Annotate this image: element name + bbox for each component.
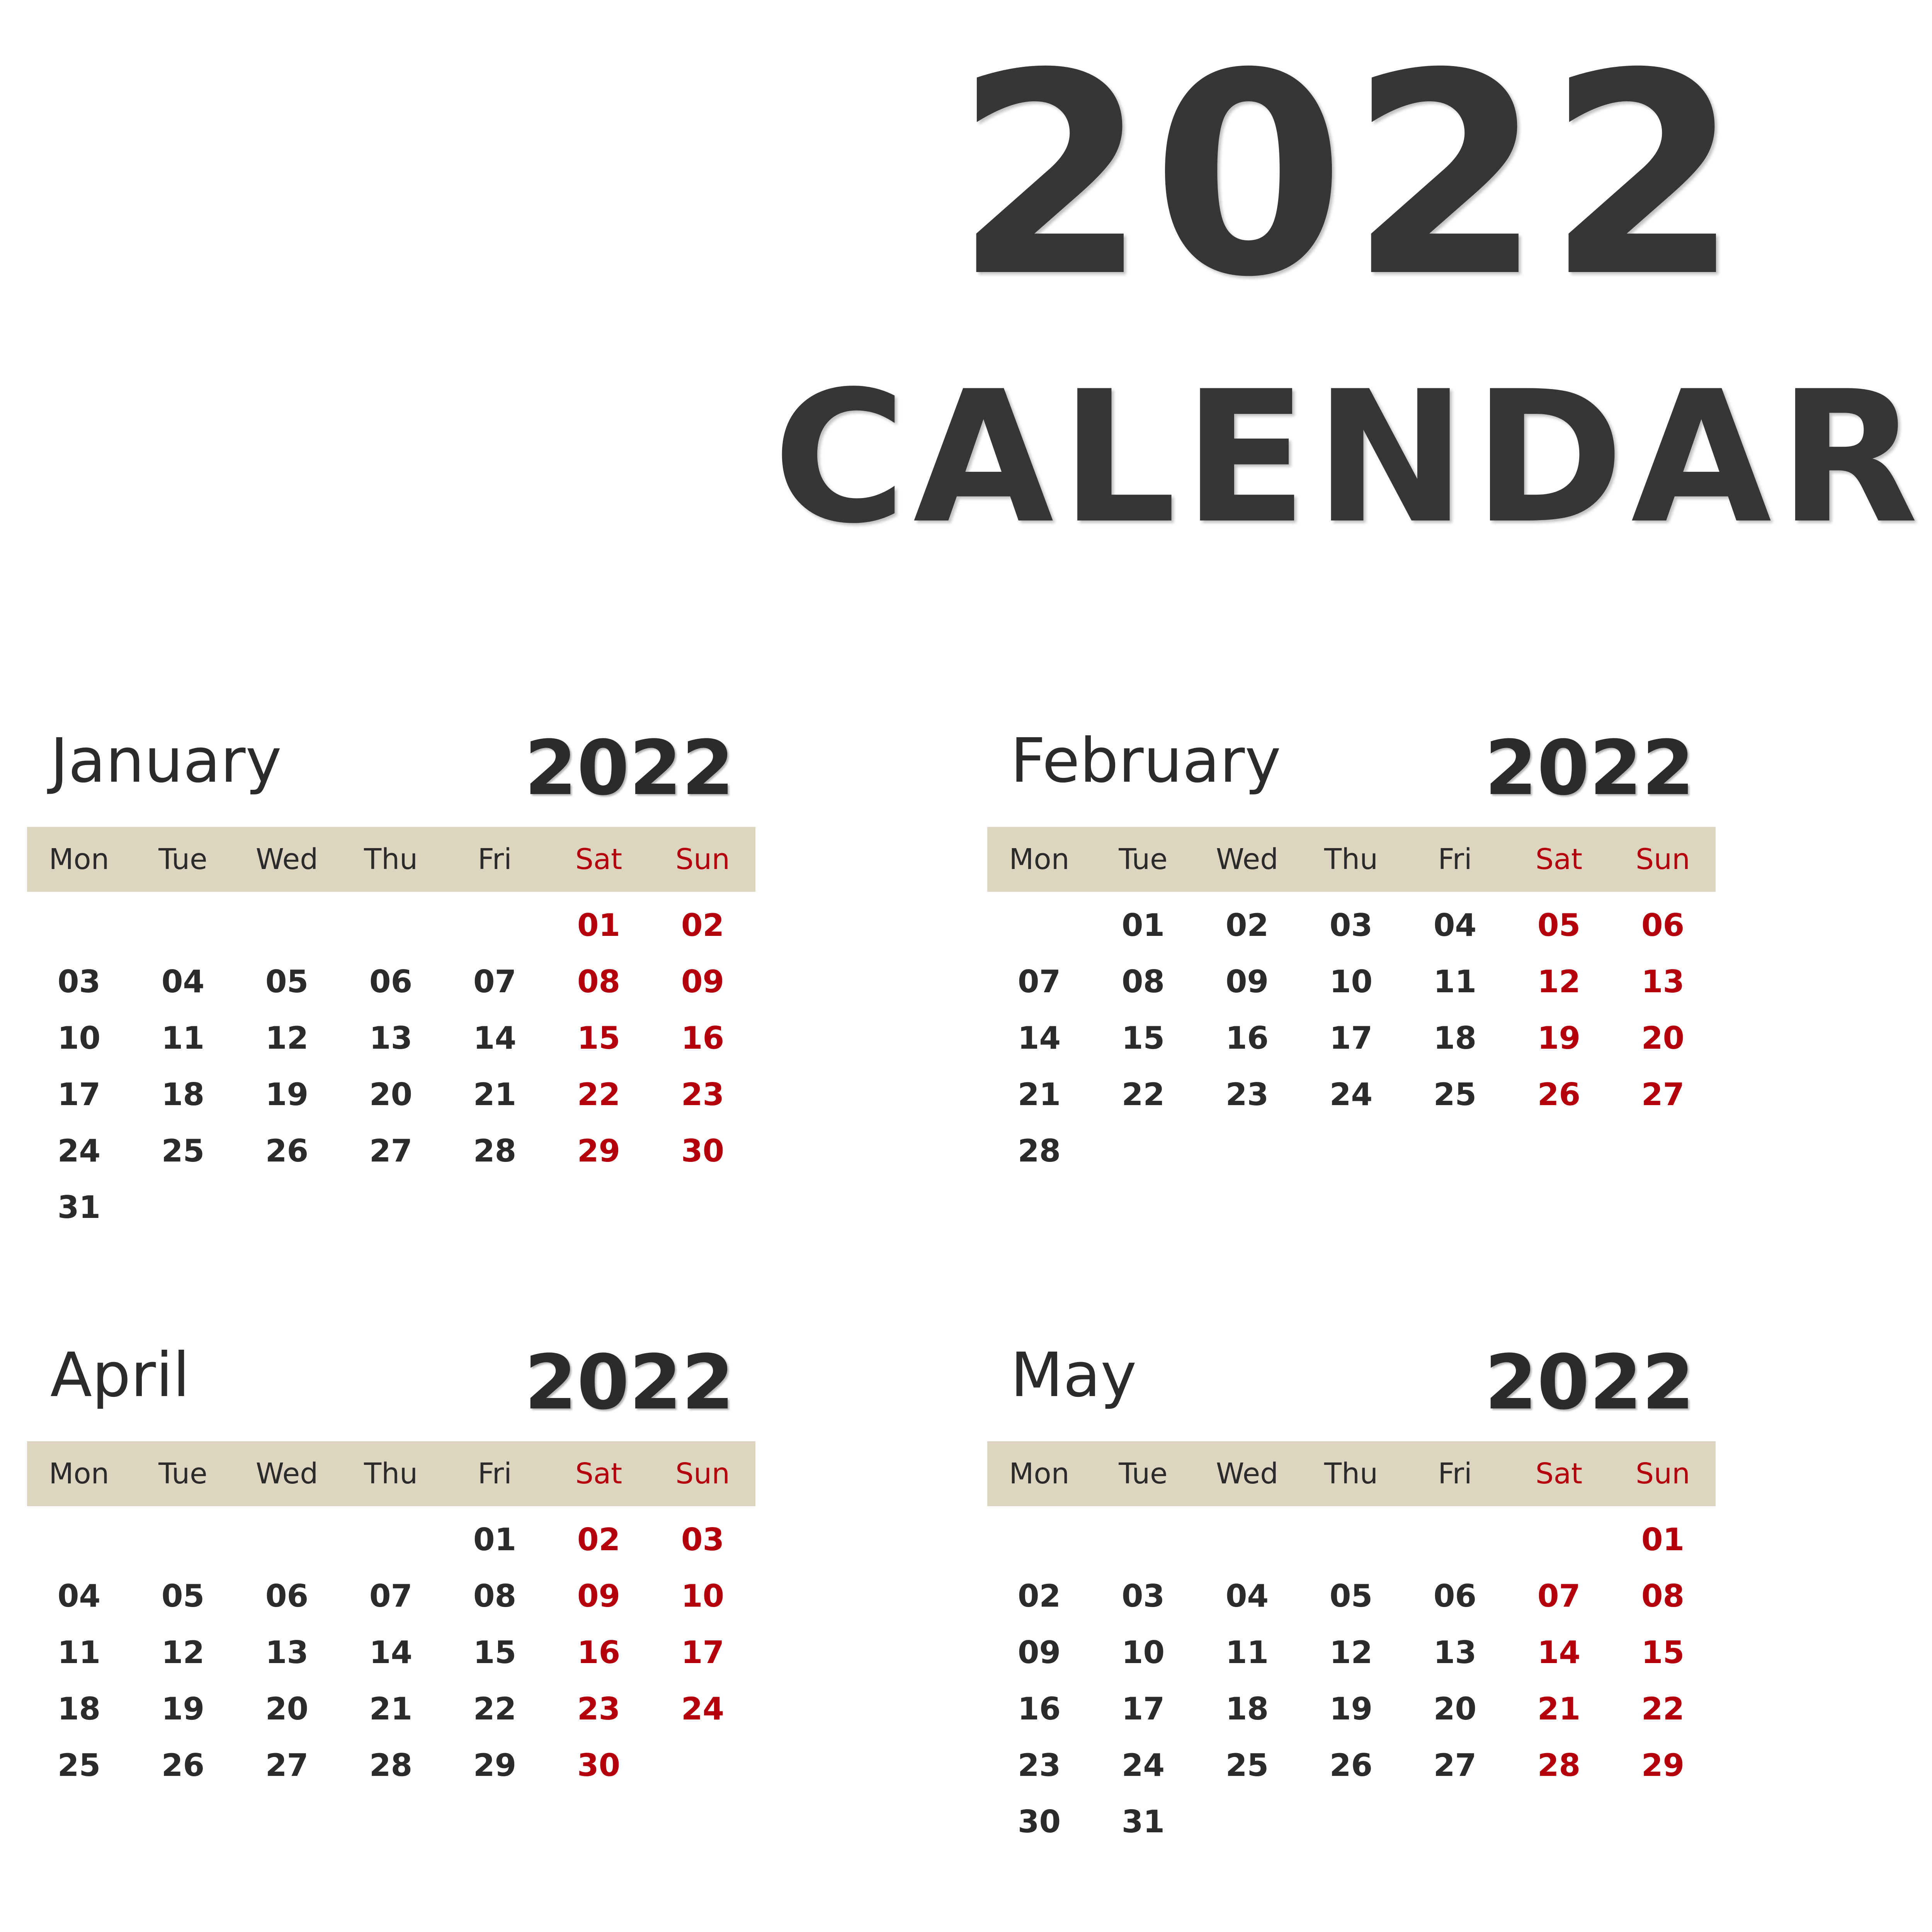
day-cell: 10 [1329,964,1373,1000]
day-grid [987,1512,1716,1850]
weekday-header [987,1441,1716,1506]
day-cell: 21 [1537,1691,1581,1727]
weekday-label-tue: Tue [158,843,207,876]
weekday-label-tue: Tue [1119,843,1168,876]
day-cell: 15 [473,1634,517,1670]
day-cell: 24 [1329,1077,1373,1112]
weekday-label-sat: Sat [1535,843,1583,876]
day-cell: 28 [1017,1133,1061,1169]
weekday-label-fri: Fri [478,1457,512,1490]
day-cell: 29 [577,1133,621,1169]
weekday-label-sun: Sun [675,843,730,876]
day-cell: 05 [265,964,309,1000]
day-cell: 24 [681,1691,724,1727]
day-cell: 17 [1329,1020,1373,1056]
day-cell: 20 [265,1691,309,1727]
weekday-label-sat: Sat [1535,1457,1583,1490]
day-cell: 22 [473,1691,517,1727]
day-cell: 15 [1641,1634,1685,1670]
day-cell: 04 [57,1578,101,1614]
day-cell: 26 [1537,1077,1581,1112]
day-cell: 05 [161,1578,205,1614]
day-cell: 12 [1329,1634,1373,1670]
day-cell: 01 [473,1522,517,1558]
day-cell: 29 [1641,1747,1685,1783]
day-cell: 14 [369,1634,413,1670]
day-cell: 21 [1017,1077,1061,1112]
weekday-label-mon: Mon [1009,1457,1070,1490]
day-cell: 08 [1121,964,1165,1000]
day-cell: 21 [369,1691,413,1727]
day-cell: 16 [681,1020,724,1056]
day-grid [27,897,755,1236]
day-cell: 03 [57,964,101,1000]
day-cell: 18 [1225,1691,1269,1727]
day-cell: 30 [1017,1804,1061,1840]
day-cell: 20 [369,1077,413,1112]
day-cell: 27 [1433,1747,1477,1783]
day-cell: 02 [681,907,724,943]
weekday-label-sun: Sun [1636,1457,1690,1490]
weekday-header [27,1441,755,1506]
day-cell: 06 [369,964,413,1000]
weekday-label-wed: Wed [1216,1457,1279,1490]
weekday-label-sat: Sat [575,843,622,876]
day-cell: 10 [1121,1634,1165,1670]
day-cell: 28 [369,1747,413,1783]
day-cell: 17 [57,1077,101,1112]
day-cell: 07 [369,1578,413,1614]
weekday-header [987,827,1716,892]
weekday-label-fri: Fri [1438,843,1472,876]
day-cell: 12 [265,1020,309,1056]
poster-title: CALENDAR [773,352,1925,563]
month-january [27,724,755,1271]
month-name: April [50,1340,190,1411]
day-cell: 13 [1433,1634,1477,1670]
weekday-label-sun: Sun [1636,843,1690,876]
weekday-label-wed: Wed [1216,843,1279,876]
day-cell: 24 [57,1133,101,1169]
weekday-label-thu: Thu [364,1457,418,1490]
weekday-label-sat: Sat [575,1457,622,1490]
day-cell: 09 [1017,1634,1061,1670]
day-cell: 26 [1329,1747,1373,1783]
day-cell: 05 [1537,907,1581,943]
day-cell: 11 [1225,1634,1269,1670]
day-cell: 14 [1017,1020,1061,1056]
day-cell: 08 [577,964,621,1000]
day-cell: 10 [681,1578,724,1614]
day-cell: 02 [1225,907,1269,943]
day-cell: 03 [1121,1578,1165,1614]
month-april [27,1338,755,1886]
day-cell: 18 [161,1077,205,1112]
day-cell: 04 [1433,907,1477,943]
day-cell: 02 [577,1522,621,1558]
day-cell: 01 [577,907,621,943]
month-name: February [1010,725,1281,796]
day-cell: 19 [265,1077,309,1112]
weekday-label-tue: Tue [158,1457,207,1490]
day-cell: 31 [57,1189,101,1225]
day-cell: 27 [265,1747,309,1783]
day-cell: 01 [1121,907,1165,943]
day-cell: 12 [161,1634,205,1670]
day-cell: 28 [1537,1747,1581,1783]
weekday-label-thu: Thu [1324,843,1378,876]
day-cell: 03 [681,1522,724,1558]
day-cell: 09 [577,1578,621,1614]
weekday-label-wed: Wed [255,1457,318,1490]
weekday-label-fri: Fri [478,843,512,876]
day-cell: 13 [1641,964,1685,1000]
day-cell: 17 [1121,1691,1165,1727]
day-cell: 28 [473,1133,517,1169]
day-cell: 16 [577,1634,621,1670]
day-cell: 16 [1225,1020,1269,1056]
weekday-label-thu: Thu [1324,1457,1378,1490]
day-grid [27,1512,755,1794]
day-cell: 11 [1433,964,1477,1000]
day-cell: 08 [473,1578,517,1614]
weekday-label-mon: Mon [1009,843,1070,876]
month-year: 2022 [524,724,734,812]
day-cell: 17 [681,1634,724,1670]
day-cell: 23 [681,1077,724,1112]
day-cell: 26 [161,1747,205,1783]
day-cell: 22 [1641,1691,1685,1727]
day-cell: 23 [1017,1747,1061,1783]
day-cell: 22 [1121,1077,1165,1112]
day-cell: 19 [1329,1691,1373,1727]
day-cell: 02 [1017,1578,1061,1614]
month-february [987,724,1716,1271]
day-cell: 13 [369,1020,413,1056]
day-cell: 16 [1017,1691,1061,1727]
day-cell: 09 [1225,964,1269,1000]
day-cell: 14 [1537,1634,1581,1670]
day-cell: 30 [681,1133,724,1169]
day-cell: 20 [1641,1020,1685,1056]
day-cell: 07 [1017,964,1061,1000]
day-cell: 24 [1121,1747,1165,1783]
day-cell: 18 [1433,1020,1477,1056]
month-may [987,1338,1716,1886]
day-cell: 04 [1225,1578,1269,1614]
day-cell: 04 [161,964,205,1000]
day-cell: 19 [161,1691,205,1727]
day-cell: 25 [1433,1077,1477,1112]
weekday-label-mon: Mon [49,843,109,876]
month-year: 2022 [524,1338,734,1426]
weekday-header [27,827,755,892]
day-cell: 11 [57,1634,101,1670]
day-cell: 06 [1433,1578,1477,1614]
day-cell: 25 [57,1747,101,1783]
day-cell: 14 [473,1020,517,1056]
weekday-label-tue: Tue [1119,1457,1168,1490]
weekday-label-mon: Mon [49,1457,109,1490]
day-cell: 27 [1641,1077,1685,1112]
day-cell: 23 [1225,1077,1269,1112]
day-cell: 15 [1121,1020,1165,1056]
day-cell: 03 [1329,907,1373,943]
month-year: 2022 [1485,724,1694,812]
day-cell: 15 [577,1020,621,1056]
day-cell: 13 [265,1634,309,1670]
day-cell: 09 [681,964,724,1000]
day-cell: 31 [1121,1804,1165,1840]
month-name: January [50,725,282,796]
day-cell: 25 [161,1133,205,1169]
day-cell: 06 [265,1578,309,1614]
day-grid [987,897,1716,1179]
day-cell: 18 [57,1691,101,1727]
day-cell: 21 [473,1077,517,1112]
day-cell: 10 [57,1020,101,1056]
day-cell: 20 [1433,1691,1477,1727]
day-cell: 08 [1641,1578,1685,1614]
day-cell: 26 [265,1133,309,1169]
day-cell: 07 [1537,1578,1581,1614]
day-cell: 27 [369,1133,413,1169]
weekday-label-fri: Fri [1438,1457,1472,1490]
day-cell: 22 [577,1077,621,1112]
month-year: 2022 [1485,1338,1694,1426]
weekday-label-wed: Wed [255,843,318,876]
day-cell: 19 [1537,1020,1581,1056]
day-cell: 01 [1641,1522,1685,1558]
day-cell: 30 [577,1747,621,1783]
weekday-label-thu: Thu [364,843,418,876]
day-cell: 25 [1225,1747,1269,1783]
day-cell: 12 [1537,964,1581,1000]
month-name: May [1010,1340,1137,1411]
poster-year: 2022 [954,14,1744,338]
day-cell: 06 [1641,907,1685,943]
day-cell: 05 [1329,1578,1373,1614]
day-cell: 07 [473,964,517,1000]
weekday-label-sun: Sun [675,1457,730,1490]
day-cell: 23 [577,1691,621,1727]
day-cell: 11 [161,1020,205,1056]
day-cell: 29 [473,1747,517,1783]
